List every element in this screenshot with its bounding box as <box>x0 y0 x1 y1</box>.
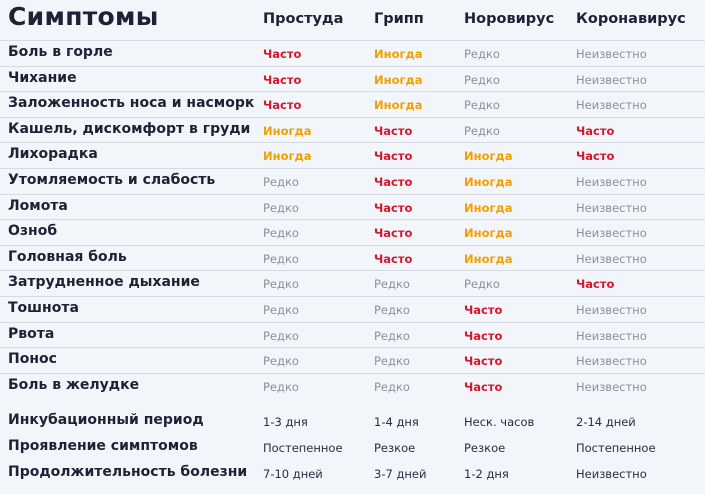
cell-flu: Редко <box>374 277 410 292</box>
cell-cold: Иногда <box>263 123 312 138</box>
summary-cell-flu: Резкое <box>374 441 416 455</box>
cell-cold: Редко <box>263 200 299 215</box>
cell-cold: Редко <box>263 226 299 241</box>
cell-cold: Редко <box>263 302 299 317</box>
cell-cold: Редко <box>263 174 299 189</box>
summary-name: Инкубационный период <box>8 412 204 428</box>
cell-cold: Редко <box>263 277 299 292</box>
summary-cell-cold: 1-3 дня <box>263 415 308 429</box>
summary-row <box>0 461 705 487</box>
cell-flu: Часто <box>374 123 413 138</box>
summary-row <box>0 435 705 461</box>
table-row <box>0 117 705 143</box>
summary-cell-cold: Постепенное <box>263 441 343 455</box>
cell-flu: Часто <box>374 251 413 266</box>
cell-coronavirus: Неизвестно <box>576 72 647 87</box>
symptom-name: Озноб <box>8 223 58 240</box>
cell-norovirus: Иногда <box>464 251 513 266</box>
cell-coronavirus: Неизвестно <box>576 226 647 241</box>
cell-flu: Редко <box>374 379 410 394</box>
cell-norovirus: Иногда <box>464 226 513 241</box>
cell-norovirus: Часто <box>464 379 503 394</box>
cell-cold: Редко <box>263 354 299 369</box>
cell-flu: Иногда <box>374 72 423 87</box>
cell-cold: Часто <box>263 72 302 87</box>
cell-flu: Редко <box>374 354 410 369</box>
cell-norovirus: Редко <box>464 98 500 113</box>
cell-norovirus: Иногда <box>464 149 513 164</box>
cell-flu: Иногда <box>374 47 423 61</box>
symptom-name: Боль в горле <box>8 44 113 60</box>
table-row <box>0 373 705 399</box>
column-header-coronavirus: Коронавирус <box>576 11 686 27</box>
summary-name: Продолжительность болезни <box>8 464 248 480</box>
cell-coronavirus: Часто <box>576 277 615 292</box>
cell-cold: Редко <box>263 379 299 394</box>
summary-cell-norovirus: 1-2 дня <box>464 467 509 481</box>
table-row <box>0 194 705 220</box>
symptom-name: Заложенность носа и насморк <box>8 95 255 112</box>
symptom-name: Рвота <box>8 325 55 342</box>
symptom-name: Ломота <box>8 197 68 214</box>
cell-coronavirus: Неизвестно <box>576 47 647 61</box>
column-header-flu: Грипп <box>374 11 424 27</box>
cell-norovirus: Редко <box>464 72 500 87</box>
cell-cold: Редко <box>263 328 299 343</box>
symptom-name: Чихание <box>8 69 77 86</box>
summary-cell-coronavirus: Неизвестно <box>576 467 647 481</box>
cell-norovirus: Часто <box>464 354 503 369</box>
symptom-name: Боль в желудке <box>8 376 140 393</box>
cell-flu: Редко <box>374 328 410 343</box>
cell-coronavirus: Неизвестно <box>576 174 647 189</box>
table-row <box>0 66 705 92</box>
symptom-name: Тошнота <box>8 299 79 316</box>
summary-cell-coronavirus: Постепенное <box>576 441 656 455</box>
cell-flu: Иногда <box>374 98 423 113</box>
cell-coronavirus: Неизвестно <box>576 379 647 394</box>
table-row <box>0 142 705 168</box>
symptom-rows <box>0 40 705 398</box>
table-row <box>0 168 705 194</box>
table-row <box>0 40 705 66</box>
summary-cell-cold: 7-10 дней <box>263 467 323 481</box>
summary-cell-norovirus: Неск. часов <box>464 415 535 429</box>
cell-flu: Редко <box>374 302 410 317</box>
symptom-name: Понос <box>8 351 57 368</box>
cell-coronavirus: Неизвестно <box>576 354 647 369</box>
table-row <box>0 347 705 373</box>
cell-norovirus: Часто <box>464 328 503 343</box>
cell-coronavirus: Неизвестно <box>576 251 647 266</box>
cell-flu: Часто <box>374 174 413 189</box>
column-header-cold: Простуда <box>263 11 344 27</box>
cell-cold: Часто <box>263 98 302 113</box>
symptom-name: Лихорадка <box>8 146 98 163</box>
symptom-name: Кашель, дискомфорт в груди <box>8 120 251 137</box>
cell-flu: Часто <box>374 200 413 215</box>
summary-cell-flu: 3-7 дней <box>374 467 427 481</box>
symptom-name: Затрудненное дыхание <box>8 274 200 291</box>
table-row <box>0 296 705 322</box>
summary-cell-coronavirus: 2-14 дней <box>576 415 636 429</box>
cell-norovirus: Редко <box>464 47 500 61</box>
summary-row <box>0 409 705 435</box>
summary-rows <box>0 409 705 487</box>
cell-flu: Часто <box>374 226 413 241</box>
cell-cold: Редко <box>263 251 299 266</box>
cell-coronavirus: Часто <box>576 149 615 164</box>
cell-coronavirus: Часто <box>576 123 615 138</box>
table-row <box>0 91 705 117</box>
cell-norovirus: Иногда <box>464 174 513 189</box>
summary-cell-norovirus: Резкое <box>464 441 506 455</box>
table-row <box>0 219 705 245</box>
table-row <box>0 322 705 348</box>
cell-coronavirus: Неизвестно <box>576 98 647 113</box>
cell-flu: Часто <box>374 149 413 164</box>
cell-coronavirus: Неизвестно <box>576 200 647 215</box>
summary-cell-flu: 1-4 дня <box>374 415 419 429</box>
cell-coronavirus: Неизвестно <box>576 302 647 317</box>
summary-name: Проявление симптомов <box>8 438 198 454</box>
symptom-name: Головная боль <box>8 248 127 265</box>
cell-coronavirus: Неизвестно <box>576 328 647 343</box>
cell-norovirus: Редко <box>464 277 500 292</box>
table-header <box>0 0 705 40</box>
cell-norovirus: Редко <box>464 123 500 138</box>
page-title: Симптомы <box>8 2 159 31</box>
cell-norovirus: Часто <box>464 302 503 317</box>
cell-norovirus: Иногда <box>464 200 513 215</box>
cell-cold: Часто <box>263 47 302 61</box>
column-header-norovirus: Норовирус <box>464 11 555 27</box>
cell-cold: Иногда <box>263 149 312 164</box>
symptom-name: Утомляемость и слабость <box>8 171 216 188</box>
table-row <box>0 270 705 296</box>
table-row <box>0 245 705 271</box>
